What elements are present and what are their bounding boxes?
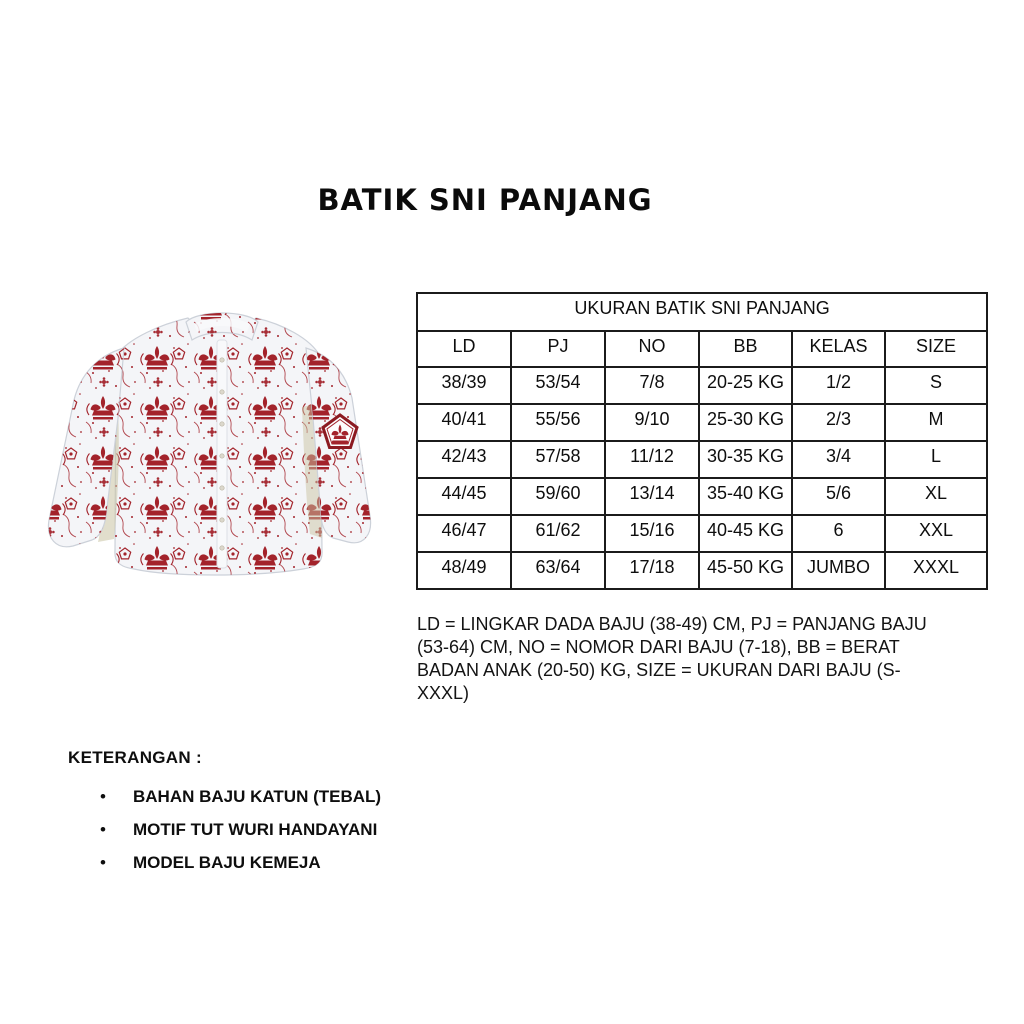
cell-pj: 55/56	[511, 404, 605, 441]
legend-line: XXXL)	[417, 683, 470, 703]
cell-pj: 53/54	[511, 367, 605, 404]
keterangan-item-label: MOTIF TUT WURI HANDAYANI	[133, 820, 378, 839]
cell-no: 15/16	[605, 515, 699, 552]
bullet-icon: •	[100, 820, 106, 839]
cell-size: XL	[885, 478, 987, 515]
cell-pj: 61/62	[511, 515, 605, 552]
cell-size: M	[885, 404, 987, 441]
legend-line: BADAN ANAK (20-50) KG, SIZE = UKURAN DARI BAJU (S-	[417, 660, 901, 680]
keterangan-heading: KETERANGAN :	[68, 748, 202, 767]
cell-bb: 30-35 KG	[699, 441, 792, 478]
cell-kelas: 1/2	[792, 367, 885, 404]
button-placket	[217, 340, 227, 568]
table-row	[417, 404, 987, 441]
cell-ld: 44/45	[417, 478, 511, 515]
batik-shirt-graphic	[30, 292, 400, 588]
cell-no: 11/12	[605, 441, 699, 478]
cell-no: 9/10	[605, 404, 699, 441]
cell-no: 17/18	[605, 552, 699, 589]
cell-kelas: 2/3	[792, 404, 885, 441]
column-header-no: NO	[605, 331, 699, 367]
column-header-ld: LD	[417, 331, 511, 367]
cell-bb: 40-45 KG	[699, 515, 792, 552]
legend-line: (53-64) CM, NO = NOMOR DARI BAJU (7-18), BB = BERAT	[417, 637, 900, 657]
cell-bb: 45-50 KG	[699, 552, 792, 589]
cell-size: XXL	[885, 515, 987, 552]
table-row	[417, 515, 987, 552]
cell-size: S	[885, 367, 987, 404]
table-row	[417, 478, 987, 515]
list-item	[100, 819, 381, 852]
cell-kelas: 6	[792, 515, 885, 552]
cell-bb: 20-25 KG	[699, 367, 792, 404]
column-header-bb: BB	[699, 331, 792, 367]
list-item	[100, 786, 381, 819]
list-item	[100, 852, 381, 885]
cell-pj: 63/64	[511, 552, 605, 589]
column-header-kelas: KELAS	[792, 331, 885, 367]
bullet-icon: •	[100, 853, 106, 872]
table-row	[417, 441, 987, 478]
cell-no: 13/14	[605, 478, 699, 515]
cell-kelas: 5/6	[792, 478, 885, 515]
keterangan-item-label: BAHAN BAJU KATUN (TEBAL)	[133, 787, 382, 806]
table-row	[417, 367, 987, 404]
cell-ld: 46/47	[417, 515, 511, 552]
column-header-pj: PJ	[511, 331, 605, 367]
size-table-title: UKURAN BATIK SNI PANJANG	[417, 293, 987, 331]
size-table	[416, 292, 988, 590]
page-title: BATIK SNI PANJANG	[317, 183, 653, 217]
bullet-icon: •	[100, 787, 106, 806]
cell-kelas: 3/4	[792, 441, 885, 478]
cell-pj: 59/60	[511, 478, 605, 515]
legend-line: LD = LINGKAR DADA BAJU (38-49) CM, PJ = PANJANG BAJU	[417, 614, 927, 634]
cell-ld: 40/41	[417, 404, 511, 441]
cell-kelas: JUMBO	[792, 552, 885, 589]
keterangan-item-label: MODEL BAJU KEMEJA	[133, 853, 321, 872]
cell-ld: 38/39	[417, 367, 511, 404]
legend-text	[417, 613, 927, 705]
cell-size: XXXL	[885, 552, 987, 589]
cell-no: 7/8	[605, 367, 699, 404]
cell-bb: 25-30 KG	[699, 404, 792, 441]
cell-ld: 42/43	[417, 441, 511, 478]
column-header-size: SIZE	[885, 331, 987, 367]
table-row	[417, 552, 987, 589]
product-photo-batik-shirt	[30, 292, 400, 588]
size-table-header-row	[417, 331, 987, 367]
keterangan-list	[100, 786, 381, 885]
cell-pj: 57/58	[511, 441, 605, 478]
cell-ld: 48/49	[417, 552, 511, 589]
cell-size: L	[885, 441, 987, 478]
cell-bb: 35-40 KG	[699, 478, 792, 515]
